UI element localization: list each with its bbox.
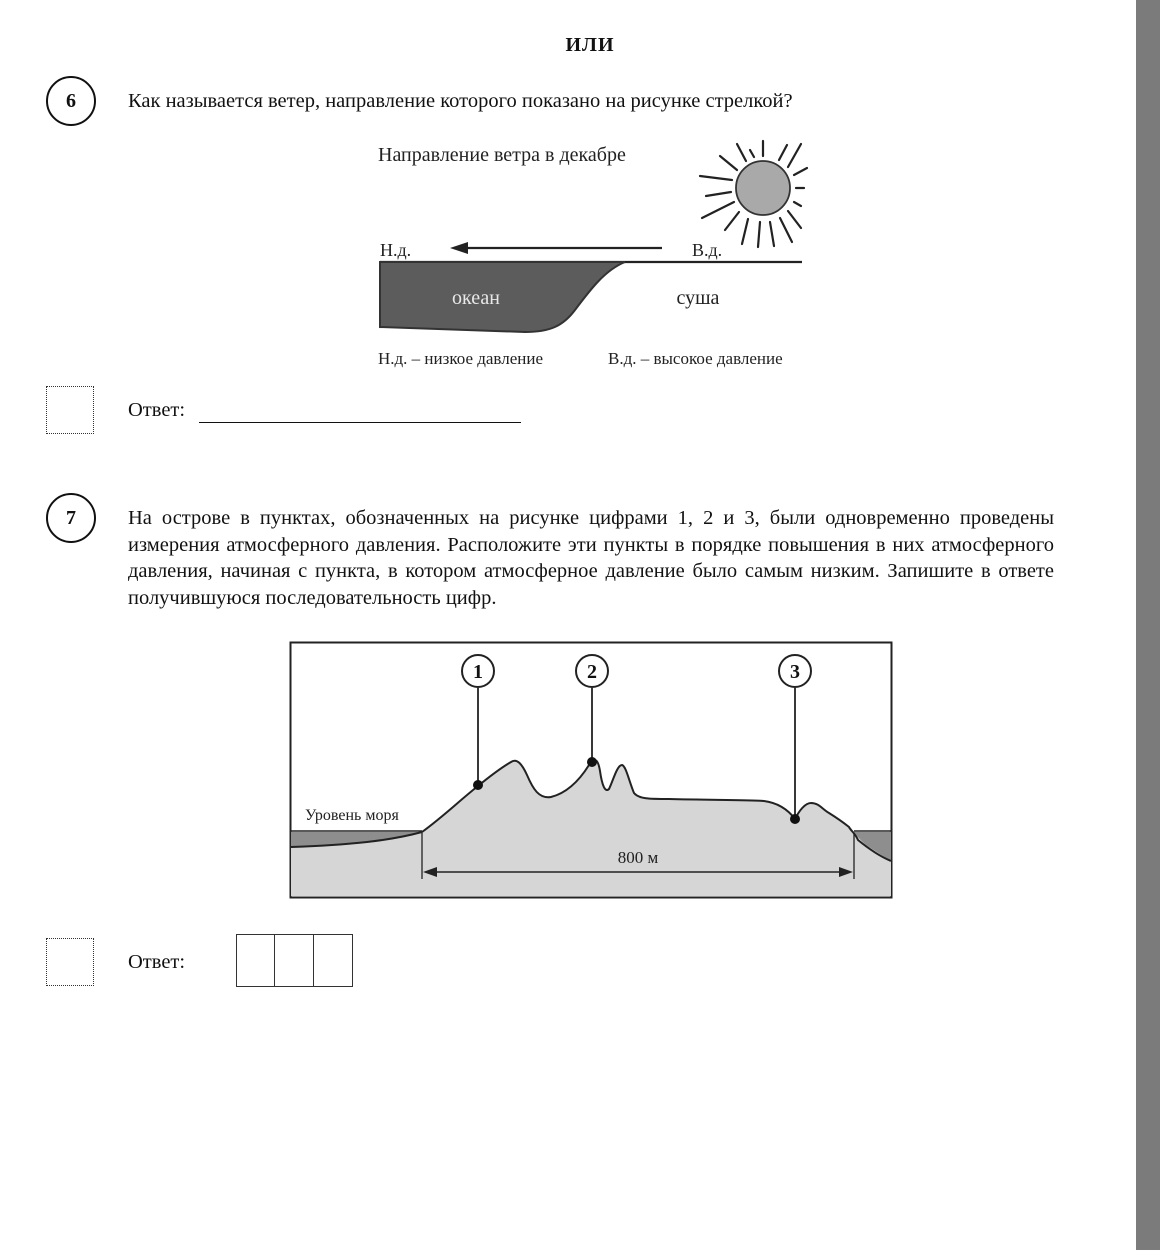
point-2-marker	[587, 757, 597, 767]
or-heading: ИЛИ	[565, 34, 615, 56]
wind-figure-title: Направление ветра в декабре	[378, 144, 626, 166]
ocean-shape	[380, 262, 625, 332]
point-2-label: 2	[587, 661, 597, 683]
task-7-answer-cells	[236, 934, 353, 987]
answer-cell-3[interactable]	[314, 934, 353, 987]
task-7-question: На острове в пунктах, обозначенных на рисунке цифрами 1, 2 и 3, были одновременно проведены измерения атмосферного давления. Расположите эти пункты в порядке повышения в них атмосферного давления, начиная с пункта, в котором атмосферное давление было самым низким. Запишите в ответе получившуюся последовательность цифр.	[128, 507, 1054, 609]
low-pressure-label: Н.д.	[380, 240, 412, 260]
task-6-score-box	[46, 386, 94, 434]
land-label: суша	[676, 287, 720, 309]
sea-level-label: Уровень моря	[305, 807, 399, 824]
wind-arrow	[450, 242, 662, 254]
point-3-label: 3	[790, 661, 800, 683]
answer-cell-1[interactable]	[236, 934, 275, 987]
legend-low-pressure: Н.д. – низкое давление	[378, 349, 544, 368]
answer-cell-2[interactable]	[275, 934, 314, 987]
task-7-number: 7	[46, 493, 96, 543]
wind-direction-diagram	[370, 130, 815, 375]
point-1-marker	[473, 780, 483, 790]
page-edge-bar	[1136, 0, 1160, 1250]
distance-label: 800 м	[617, 848, 659, 867]
task-7-answer-label: Ответ:	[128, 951, 186, 973]
task-6-answer-line[interactable]	[199, 422, 521, 423]
sun-icon	[700, 141, 807, 247]
ocean-label: океан	[452, 287, 500, 309]
point-1-label: 1	[473, 661, 483, 683]
task-7-score-box	[46, 938, 94, 986]
task-6-number: 6	[46, 76, 96, 126]
task-6-question: Как называется ветер, направление которого показано на рисунке стрелкой?	[128, 90, 793, 112]
legend-high-pressure: В.д. – высокое давление	[608, 349, 783, 368]
high-pressure-label: В.д.	[692, 240, 723, 260]
task-6-answer-label: Ответ:	[128, 399, 186, 421]
island-profile-diagram	[289, 641, 894, 901]
point-3-marker	[790, 814, 800, 824]
